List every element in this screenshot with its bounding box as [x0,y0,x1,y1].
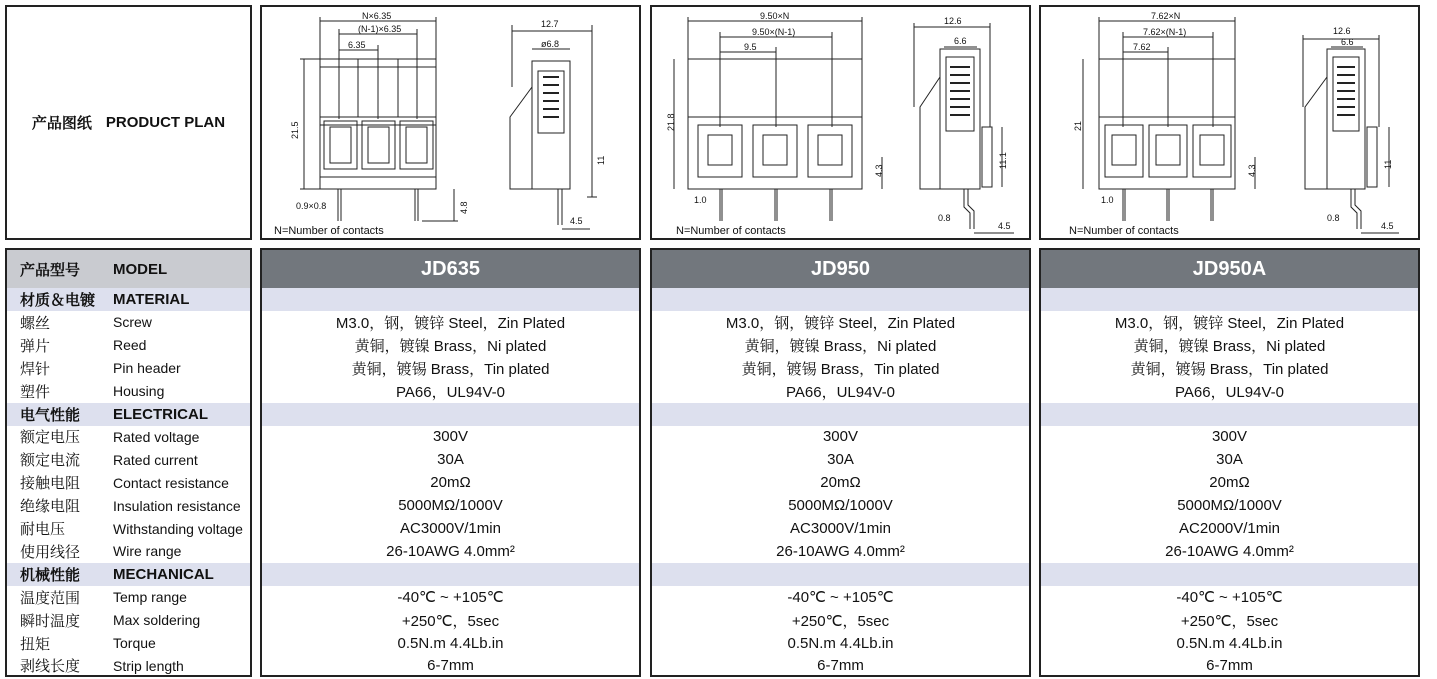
jd635-dim-n1: (N-1)×6.35 [358,24,402,34]
spec-label-zh: 额定电压 [20,429,81,447]
spec-value: M3.0，钢，镀锌 Steel，Zin Plated [1114,314,1345,332]
spec-value-row [1041,425,1418,448]
spec-value: 6-7mm [427,657,474,675]
spec-value: -40℃ ~ +105℃ [1176,589,1283,607]
jd950a-dim-n: 7.62×N [1151,11,1181,21]
jd950-dim-s: 4.5 [998,221,1011,231]
spec-value-row [652,609,1029,632]
spec-value-row [1041,357,1418,380]
spec-value-row [652,448,1029,471]
jd635-dim-n: N×6.35 [362,11,392,21]
spec-value-row [262,609,639,632]
spec-label-row [7,311,250,334]
jd950a-dim-pl: 4.3 [1247,164,1257,177]
spec-value: 黄铜，镀镍 Brass，Ni plated [354,337,547,355]
jd950-dim-pl: 4.3 [874,164,884,177]
spec-value-row [652,540,1029,563]
spec-value: 30A [437,451,464,469]
spec-label-row [7,586,250,609]
spec-label-zh: 剥线长度 [20,658,81,676]
spec-label-zh: 瞬时温度 [20,612,81,630]
model-label-row [7,250,250,288]
spec-value: +250℃，5sec [791,612,890,630]
spec-value: 26-10AWG 4.0mm² [776,542,905,560]
section-row [652,288,1029,311]
spec-value: 黄铜，镀锡 Brass，Tin plated [1130,360,1329,378]
spec-label-en: Housing [113,383,165,400]
spec-value-row [1041,632,1418,655]
model-label-zh: 产品型号 [20,261,81,279]
spec-value: PA66，UL94V-0 [396,383,505,401]
spec-value: 20mΩ [1209,474,1250,492]
spec-value-row [652,311,1029,334]
spec-value: 0.5N.m 4.4Lb.in [787,634,894,652]
spec-value: 0.5N.m 4.4Lb.in [397,634,504,652]
spec-value-row [262,632,639,655]
spec-label-en: Screw [113,314,152,331]
spec-value: 6-7mm [1206,657,1253,675]
spec-value-row [1041,334,1418,357]
spec-value-row [262,517,639,540]
spec-value: 30A [1216,451,1243,469]
spec-label-en: Wire range [113,543,182,560]
spec-value-row [652,632,1029,655]
model-label-en: MODEL [113,260,168,278]
spec-value-row [1041,311,1418,334]
jd950-dim-pin: 1.0 [694,195,707,205]
spec-value-row [1041,471,1418,494]
spec-value: AC2000V/1min [1179,520,1280,537]
spec-label-en: MECHANICAL [113,565,214,583]
spec-value: AC3000V/1min [400,520,501,537]
jd950a-dim-h: 21 [1073,120,1083,131]
spec-value: 30A [827,451,854,469]
jd950-dim-p: 9.5 [744,42,757,52]
spec-value: 5000MΩ/1000V [1177,497,1282,515]
spec-value-row [262,311,639,334]
spec-label-row [7,494,250,517]
spec-label-zh: 螺丝 [20,314,51,332]
contacts-note: N=Number of contacts [274,225,384,237]
spec-label-row [7,517,250,540]
spec-label-en: Reed [113,337,147,354]
jd950a-dim-s: 4.5 [1381,221,1394,231]
jd950a-dim-t: 6.6 [1341,37,1354,47]
spec-value: +250℃，5sec [401,612,500,630]
jd950a-dim-n1: 7.62×(N-1) [1143,27,1187,37]
jd950a-dim-pin: 1.0 [1101,195,1114,205]
spec-value-row [652,586,1029,609]
drawing-jd635 [260,5,641,240]
spec-value-row [652,494,1029,517]
product-plan-label-box [5,5,252,240]
jd950-dim-w: 12.6 [944,16,962,26]
jd950-dim-h: 21.8 [666,113,676,131]
jd950-dim-t: 6.6 [954,36,967,46]
spec-label-en: MATERIAL [113,291,190,308]
spec-value: 黄铜，镀镍 Brass，Ni plated [744,337,937,355]
spec-value: 0.5N.m 4.4Lb.in [1176,634,1283,652]
spec-value: 20mΩ [820,474,861,492]
spec-label-en: Rated current [113,451,198,468]
spec-value: -40℃ ~ +105℃ [397,589,504,607]
spec-label-en: Contact resistance [113,474,229,491]
spec-label-zh: 使用线径 [20,543,81,561]
spec-value-row [1041,586,1418,609]
spec-value: 6-7mm [817,657,864,675]
jd635-dim-pl: 4.8 [459,201,469,214]
spec-value-row [652,380,1029,403]
section-row [7,288,250,311]
jd635-dim-h: 21.5 [290,121,300,139]
spec-value-row [262,471,639,494]
spec-value: PA66，UL94V-0 [1175,383,1284,401]
jd635-dim-w: 12.7 [541,19,559,29]
spec-label-column [5,248,252,677]
model-column-jd950 [650,248,1031,677]
spec-label-zh: 塑件 [20,383,51,401]
spec-label-en: Withstanding voltage [113,520,243,537]
spec-label-zh: 电气性能 [20,406,81,424]
spec-value-row [1041,540,1418,563]
section-row [262,403,639,426]
section-row [7,403,250,426]
contacts-note: N=Number of contacts [676,225,786,237]
jd950a-dim-pw: 0.8 [1327,213,1340,223]
drawing-jd950-svg [652,7,1029,238]
section-row [652,403,1029,426]
spec-value-row [1041,654,1418,677]
spec-value: 黄铜，镀锡 Brass，Tin plated [351,360,550,378]
spec-label-en: Rated voltage [113,428,200,445]
spec-value-row [262,494,639,517]
spec-value-row [262,654,639,677]
spec-label-row [7,357,250,380]
jd635-dim-pin: 0.9×0.8 [296,201,327,211]
spec-label-zh: 弹片 [20,337,51,355]
spec-value-row [1041,448,1418,471]
spec-value: 5000MΩ/1000V [788,497,893,515]
spec-value-row [262,425,639,448]
model-column-jd950a [1039,248,1420,677]
spec-label-zh: 温度范围 [20,589,81,607]
spec-value: 黄铜，镀锡 Brass，Tin plated [741,360,940,378]
drawing-jd950 [650,5,1031,240]
spec-label-zh: 机械性能 [20,566,81,584]
spec-label-row [7,448,250,471]
spec-value-row [652,654,1029,677]
section-row [7,563,250,586]
spec-value: PA66，UL94V-0 [786,383,895,401]
spec-value: 300V [822,428,859,446]
spec-value-row [652,357,1029,380]
model-name-jd950: JD950 [652,250,1029,288]
spec-value-row [652,334,1029,357]
spec-value-row [262,334,639,357]
spec-label-row [7,380,250,403]
spec-value-row [262,448,639,471]
spec-label-zh: 焊针 [20,360,51,378]
spec-value-row [652,471,1029,494]
product-plan-en: PRODUCT PLAN [105,114,226,131]
spec-label-en: Pin header [113,360,181,377]
spec-label-en: Max soldering [113,612,201,629]
spec-value-row [1041,609,1418,632]
spec-value-row [262,540,639,563]
spec-label-en: Torque [113,635,156,651]
jd950-dim-n: 9.50×N [760,11,790,21]
jd635-dim-dia: ø6.8 [541,39,560,49]
drawing-jd635-svg [262,7,639,238]
spec-label-row [7,471,250,494]
spec-value-row [262,357,639,380]
spec-value: 黄铜，镀镍 Brass，Ni plated [1133,337,1326,355]
model-name-jd635: JD635 [262,250,639,288]
drawing-jd950a-svg [1041,7,1418,238]
product-plan-zh: 产品图纸 [31,115,92,132]
spec-value-row [262,586,639,609]
spec-value: +250℃，5sec [1180,612,1279,630]
spec-label-zh: 接触电阻 [20,475,81,493]
jd950a-dim-p: 7.62 [1133,42,1151,52]
jd950a-dim-h2: 11 [1383,159,1393,169]
spec-value-row [1041,517,1418,540]
spec-label-zh: 扭矩 [20,635,51,653]
spec-label-row [7,632,250,655]
jd635-dim-h2: 11 [596,155,606,165]
spec-value: 20mΩ [430,474,471,492]
spec-label-en: Strip length [113,657,184,674]
spec-value: M3.0，钢，镀锌 Steel，Zin Plated [335,314,566,332]
model-name-jd950a: JD950A [1041,250,1418,288]
contacts-note: N=Number of contacts [1069,225,1179,237]
jd950a-dim-w: 12.6 [1333,26,1351,36]
section-row [262,563,639,586]
section-row [1041,403,1418,426]
spec-label-zh: 材质＆电镀 [20,292,96,309]
spec-value: 5000MΩ/1000V [398,497,503,515]
jd950-dim-h2: 11.1 [998,152,1008,169]
section-row [1041,288,1418,311]
jd950-dim-n1: 9.50×(N-1) [752,27,796,37]
jd950-dim-pw: 0.8 [938,213,951,223]
model-column-jd635 [260,248,641,677]
spec-label-zh: 绝缘电阻 [20,498,81,516]
spec-value-row [652,425,1029,448]
spec-value: -40℃ ~ +105℃ [787,589,894,607]
section-row [652,563,1029,586]
spec-value: 26-10AWG 4.0mm² [1165,542,1294,560]
spec-value: 300V [432,428,469,446]
section-row [1041,563,1418,586]
section-row [262,288,639,311]
spec-value: 300V [1211,428,1248,446]
spec-label-row [7,609,250,632]
spec-label-row [7,654,250,677]
spec-value-row [262,380,639,403]
spec-label-zh: 耐电压 [20,521,66,538]
spec-value-row [652,517,1029,540]
spec-label-row [7,540,250,563]
jd635-dim-p: 6.35 [348,40,366,50]
jd635-dim-s: 4.5 [570,216,583,226]
spec-value: 26-10AWG 4.0mm² [386,542,515,560]
spec-label-row [7,334,250,357]
spec-label-en: ELECTRICAL [113,405,208,423]
spec-value: M3.0，钢，镀锌 Steel，Zin Plated [725,314,956,332]
spec-label-zh: 额定电流 [20,452,81,470]
drawing-jd950a [1039,5,1420,240]
spec-value-row [1041,494,1418,517]
spec-value: AC3000V/1min [790,520,891,537]
spec-label-en: Insulation resistance [113,497,241,514]
spec-label-en: Temp range [113,589,187,606]
spec-value-row [1041,380,1418,403]
spec-label-row [7,425,250,448]
